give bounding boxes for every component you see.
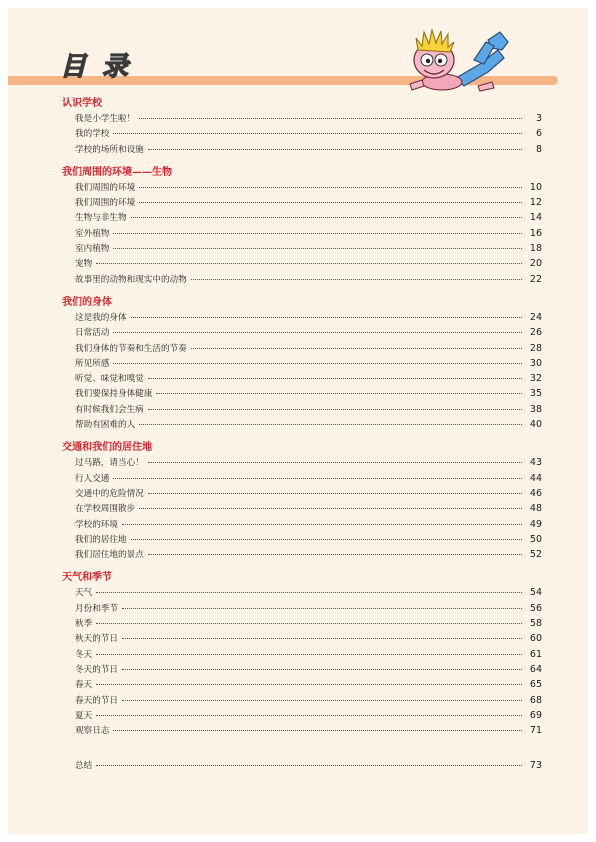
entry-page: 61 — [529, 648, 542, 660]
entry-title: 我们的居住地 — [75, 534, 127, 545]
entry-page: 38 — [529, 403, 542, 415]
dot-leader — [139, 424, 522, 425]
toc-entry[interactable] — [62, 241, 542, 256]
toc-entry[interactable] — [62, 647, 542, 662]
entry-page: 43 — [529, 457, 542, 469]
entry-title: 我们居住地的景点 — [75, 550, 144, 561]
toc-entry[interactable] — [62, 532, 542, 547]
dot-leader — [122, 638, 522, 639]
entry-title: 总结 — [75, 761, 93, 772]
entry-page: 56 — [529, 602, 542, 614]
dot-leader — [156, 393, 522, 394]
dot-leader — [96, 684, 522, 685]
dot-leader — [122, 700, 522, 701]
toc-entry[interactable] — [62, 126, 542, 141]
entry-title: 室内植物 — [75, 244, 110, 255]
entry-title: 天气 — [75, 588, 93, 599]
entry-title: 听觉、味觉和嗅觉 — [75, 374, 144, 385]
entry-page: 54 — [529, 587, 542, 599]
entry-page: 35 — [529, 388, 542, 400]
entry-page: 46 — [529, 487, 542, 499]
entry-title: 观察日志 — [75, 726, 110, 737]
entry-title: 行人交通 — [75, 473, 110, 484]
entry-title: 室外植物 — [75, 228, 110, 239]
dot-leader — [96, 263, 522, 264]
toc-entry[interactable] — [62, 325, 542, 340]
toc-entry[interactable] — [62, 402, 542, 417]
dot-leader — [96, 654, 522, 655]
dot-leader — [122, 669, 522, 670]
toc-entry[interactable] — [62, 195, 542, 210]
toc-entry[interactable] — [62, 517, 542, 532]
table-of-contents — [62, 96, 542, 774]
toc-entry[interactable] — [62, 386, 542, 401]
toc-entry[interactable] — [62, 631, 542, 646]
entry-page: 30 — [529, 357, 542, 369]
dot-leader — [113, 233, 522, 234]
dot-leader — [139, 187, 522, 188]
toc-section-body — [62, 295, 542, 432]
entry-page: 48 — [529, 503, 542, 515]
dot-leader — [113, 363, 522, 364]
entry-page: 40 — [529, 419, 542, 431]
entry-title: 春天 — [75, 680, 93, 691]
section-heading: 天气和季节 — [62, 572, 112, 584]
dot-leader — [96, 765, 522, 766]
entry-title: 我的学校 — [75, 129, 110, 140]
entry-title: 宠物 — [75, 259, 93, 270]
entry-page: 32 — [529, 373, 542, 385]
toc-entry[interactable] — [62, 256, 542, 271]
entry-page: 71 — [529, 725, 542, 737]
entry-title: 月份和季节 — [75, 603, 118, 614]
toc-entry[interactable] — [62, 310, 542, 325]
entry-page: 52 — [529, 549, 542, 561]
entry-page: 10 — [529, 181, 542, 193]
dot-leader — [122, 524, 522, 525]
entry-title: 有时候我们会生病 — [75, 404, 144, 415]
toc-entry[interactable] — [62, 486, 542, 501]
toc-entry[interactable] — [62, 417, 542, 432]
entry-page: 12 — [529, 197, 542, 209]
toc-entry[interactable] — [62, 662, 542, 677]
entry-page: 64 — [529, 663, 542, 675]
entry-title: 我们周围的环境 — [75, 198, 136, 209]
entry-page: 26 — [529, 327, 542, 339]
entry-page: 49 — [529, 518, 542, 530]
entry-title: 学校的场所和设施 — [75, 144, 144, 155]
dot-leader — [148, 149, 522, 150]
dot-leader — [139, 508, 522, 509]
entry-title: 生物与非生物 — [75, 213, 127, 224]
entry-page: 69 — [529, 709, 542, 721]
entry-title: 冬天 — [75, 649, 93, 660]
toc-section-traffic — [62, 440, 542, 562]
toc-entry[interactable] — [62, 585, 542, 600]
dot-leader — [96, 623, 522, 624]
dot-leader — [96, 715, 522, 716]
dot-leader — [131, 317, 522, 318]
entry-page: 14 — [529, 212, 542, 224]
toc-entry[interactable] — [62, 111, 542, 126]
toc-entry[interactable] — [62, 371, 542, 386]
toc-entry[interactable] — [62, 601, 542, 616]
toc-section-school — [62, 96, 542, 157]
dot-leader — [113, 332, 522, 333]
entry-title: 春天的节日 — [75, 695, 118, 706]
entry-page: 44 — [529, 472, 542, 484]
toc-entry[interactable] — [62, 180, 542, 195]
toc-entry[interactable] — [62, 693, 542, 708]
entry-page: 3 — [535, 113, 542, 124]
dot-leader — [139, 202, 522, 203]
entry-title: 所见所感 — [75, 358, 110, 369]
entry-page: 73 — [529, 760, 542, 772]
section-heading: 我们的身体 — [62, 296, 112, 308]
toc-entry[interactable] — [62, 226, 542, 241]
entry-title: 帮助有困难的人 — [75, 420, 136, 431]
dot-leader — [148, 462, 522, 463]
entry-title: 夏天 — [75, 710, 93, 721]
entry-page: 68 — [529, 694, 542, 706]
entry-page: 60 — [529, 633, 542, 645]
entry-page: 24 — [529, 311, 542, 323]
entry-title: 我们身体的节奏和生活的节奏 — [75, 343, 187, 354]
entry-title: 秋天的节日 — [75, 634, 118, 645]
section-heading: 我们周围的环境——生物 — [62, 166, 172, 178]
dot-leader — [191, 279, 522, 280]
dot-leader — [148, 409, 522, 410]
toc-entry[interactable] — [62, 708, 542, 723]
toc-entry[interactable] — [62, 356, 542, 371]
entry-page: 50 — [529, 533, 542, 545]
entry-page: 65 — [529, 679, 542, 691]
entry-title: 在学校周围散步 — [75, 504, 136, 515]
dot-leader — [131, 217, 522, 218]
entry-page: 16 — [529, 227, 542, 239]
entry-title: 故事里的动物和现实中的动物 — [75, 274, 187, 285]
toc-entry-summary[interactable] — [62, 758, 542, 773]
entry-title: 过马路，请当心！ — [75, 458, 144, 469]
entry-page: 58 — [529, 618, 542, 630]
entry-title: 秋季 — [75, 619, 93, 630]
toc-entry[interactable] — [62, 142, 542, 157]
toc-entry[interactable] — [62, 455, 542, 470]
dot-leader — [148, 554, 522, 555]
dot-leader — [113, 133, 522, 134]
dot-leader — [113, 478, 522, 479]
entry-title: 日常活动 — [75, 328, 110, 339]
entry-title: 我们要保持身体健康 — [75, 389, 153, 400]
toc-entry[interactable] — [62, 547, 542, 562]
toc-entry[interactable] — [62, 210, 542, 225]
cartoon-boy-icon — [404, 20, 510, 98]
section-heading: 交通和我们的居住地 — [62, 442, 152, 454]
toc-entry[interactable] — [62, 723, 542, 738]
toc-entry[interactable] — [62, 272, 542, 287]
entry-title: 交通中的危险情况 — [75, 488, 144, 499]
dot-leader — [96, 592, 522, 593]
toc-entry[interactable] — [62, 471, 542, 486]
dot-leader — [148, 378, 522, 379]
entry-title: 我们周围的环境 — [75, 182, 136, 193]
toc-entry[interactable] — [62, 501, 542, 516]
dot-leader — [113, 730, 522, 731]
entry-title: 我是小学生啦！ — [75, 114, 136, 124]
toc-entry[interactable] — [62, 616, 542, 631]
entry-page: 28 — [529, 342, 542, 354]
dot-leader — [122, 608, 522, 609]
dot-leader — [148, 493, 522, 494]
dot-leader — [113, 248, 522, 249]
toc-section-weather — [62, 570, 542, 738]
entry-page: 18 — [529, 243, 542, 255]
entry-title: 这是我的身体 — [75, 312, 127, 323]
dot-leader — [139, 118, 522, 119]
page-title: 目录 — [60, 52, 145, 82]
entry-title: 冬天的节日 — [75, 664, 118, 675]
entry-title: 学校的环境 — [75, 519, 118, 530]
entry-page: 20 — [529, 258, 542, 270]
section-heading: 认识学校 — [62, 98, 102, 109]
toc-entry[interactable] — [62, 341, 542, 356]
toc-entry[interactable] — [62, 677, 542, 692]
entry-page: 22 — [529, 273, 542, 285]
entry-page: 6 — [535, 128, 542, 140]
entry-page: 8 — [535, 143, 542, 155]
toc-section-environment — [62, 165, 542, 287]
dot-leader — [191, 348, 522, 349]
dot-leader — [131, 539, 522, 540]
